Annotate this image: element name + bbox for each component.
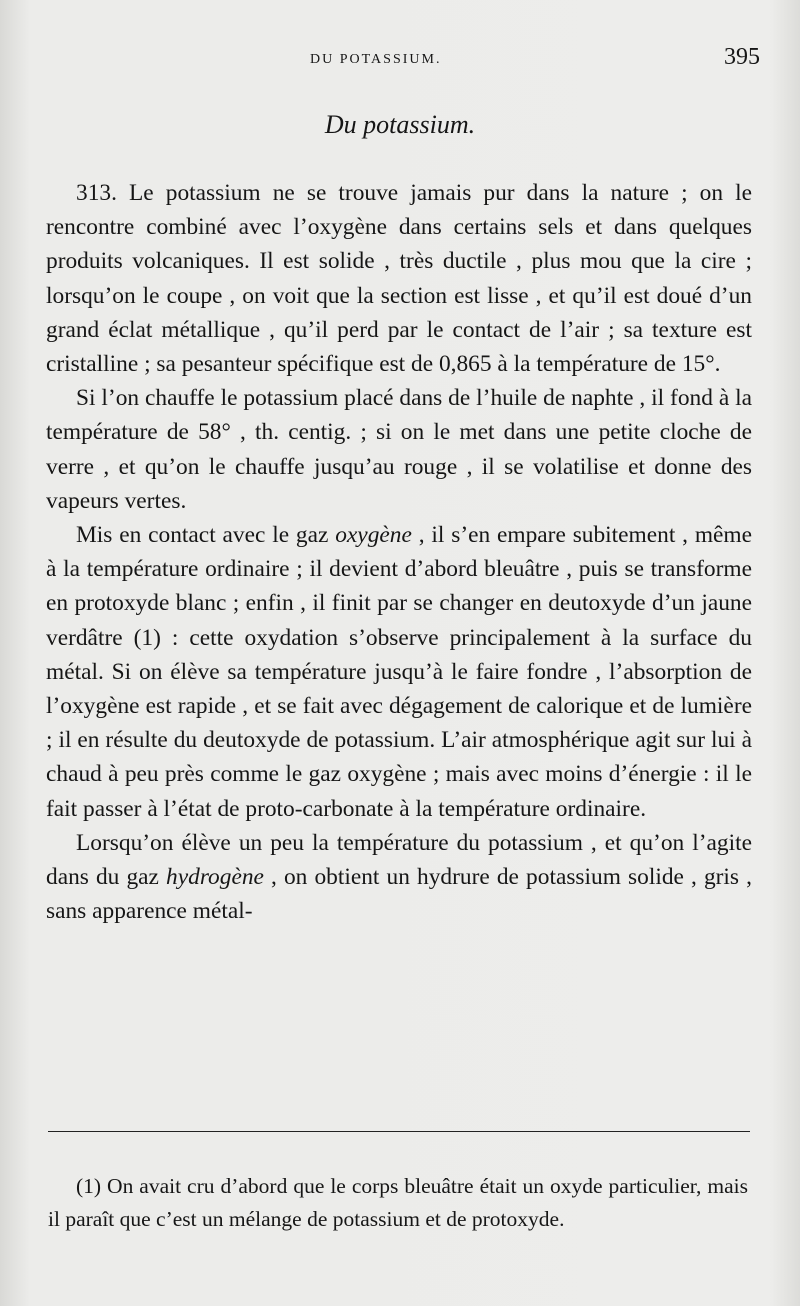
footnote-text: (1) On avait cru d’abord que le corps bleuâtre était un oxyde particulier, mais il paraît que c’est un mélange de potassium et de protoxyde.: [48, 1174, 748, 1231]
paragraph-313: 313. Le potassium ne se trouve jamais pur dans la nature ; on le rencontre combiné avec l’oxygène dans certains sels et dans quelques produits volcaniques. Il est solide , très ductile , plus mou que la cire ; lorsqu’on le coupe , on voit que la section est lisse , et qu’il est doué d’un grand éclat métallique , qu’il perd par le contact de l’air ; sa texture est cristalline ; sa pesanteur spécifique est de 0,865 à la température de 15°.: [46, 180, 752, 378]
paragraph-hydrogene-rest: , on obtient un hydrure de potassium solide , gris , sans apparence métal-: [46, 864, 752, 925]
term-hydrogene: hydrogène: [166, 864, 264, 891]
paragraph-oxygene: [46, 518, 752, 826]
running-title: DU POTASSIUM.: [310, 52, 442, 67]
running-head: [0, 44, 800, 74]
section-title: Du potassium.: [324, 110, 476, 139]
footnote: [48, 1170, 748, 1236]
body-text: [46, 176, 752, 928]
term-oxygene: oxygène: [335, 522, 412, 549]
paragraph-hydrogene: [46, 826, 752, 929]
paragraph-naphte: Si l’on chauffe le potassium placé dans de l’huile de naphte , il fond à la température de 58° , th. centig. ; si on le met dans une petite cloche de verre , et qu’on le chauffe jusqu’au rouge , il se volatilise et donne des vapeurs vertes.: [46, 385, 752, 514]
paragraph-oxygene-rest: , il s’en empare subitement , même à la température ordinaire ; il devient d’abord bleuâtre , puis se transforme en protoxyde blanc ; enfin , il finit par se changer en deutoxyde d’un jaune verdâtre (1) : cette oxydation s’observe principalement à la surface du métal. Si on élève sa température jusqu’à le faire fondre , l’absorption de l’oxygène est rapide , et se fait avec dégagement de calorique et de lumière ; il en résulte du deutoxyde de potassium. L’air atmosphérique agit sur lui à chaud à peu près comme le gaz oxygène ; mais avec moins d’énergie : il le fait passer à l’état de proto-carbonate à la température ordinaire.: [46, 522, 753, 822]
paragraph-oxygene-start: Mis en contact avec le gaz: [76, 522, 336, 549]
paragraph-hydrogene-start: Lorsqu’on élève un peu la température du potassium , et qu’on l’agite dans du gaz: [46, 829, 752, 891]
page-number: 395: [724, 44, 760, 70]
footnote-rule: [48, 1131, 750, 1132]
